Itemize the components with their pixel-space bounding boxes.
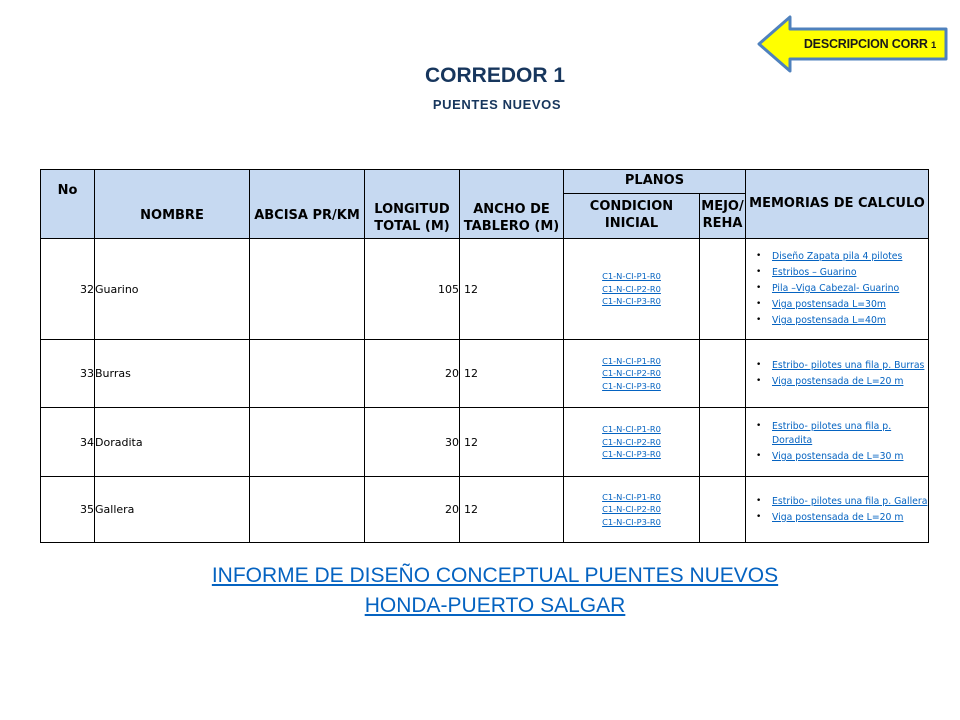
col-header-planos: PLANOS <box>564 170 746 194</box>
cell-longitud: 20 <box>365 340 460 408</box>
plano-link[interactable]: C1-N-CI-P3-R0 <box>602 516 661 527</box>
cell-mejo <box>700 408 746 477</box>
plano-link[interactable]: C1-N-CI-P3-R0 <box>602 296 661 307</box>
col-header-mejo: MEJO/ REHA <box>700 194 746 239</box>
report-link-line-1-wrap <box>0 564 960 588</box>
list-item <box>756 314 928 328</box>
report-link-line-2-wrap <box>0 594 960 618</box>
cell-nombre: Burras <box>95 340 250 408</box>
col-header-condicion: CONDICION INICIAL <box>564 194 700 239</box>
list-item <box>756 266 928 280</box>
memoria-link[interactable]: Diseño Zapata pila 4 pilotes <box>772 251 903 262</box>
list-item <box>756 282 928 296</box>
col-header-nombre: NOMBRE <box>95 170 250 239</box>
report-link-subtitle[interactable]: HONDA-PUERTO SALGAR <box>364 594 626 617</box>
cell-no: 34 <box>41 408 95 477</box>
cell-nombre: Gallera <box>95 477 250 543</box>
cell-planos <box>564 408 700 477</box>
cell-ancho: 12 <box>460 239 564 340</box>
list-item <box>756 375 928 389</box>
plano-link[interactable]: C1-N-CI-P1-R0 <box>602 271 661 282</box>
cell-planos <box>564 239 700 340</box>
col-header-no: No <box>41 170 95 239</box>
table-row <box>41 477 929 543</box>
cell-abcisa <box>250 477 365 543</box>
memoria-link[interactable]: Viga postensada L=40m <box>772 315 886 326</box>
cell-mejo <box>700 477 746 543</box>
memoria-link[interactable]: Estribo- pilotes una fila p. Burras <box>772 359 925 371</box>
plano-link[interactable]: C1-N-CI-P3-R0 <box>602 449 661 460</box>
cell-abcisa <box>250 239 365 340</box>
cell-nombre: Guarino <box>95 239 250 340</box>
memoria-link[interactable]: Viga postensada de L=20 m <box>772 375 904 387</box>
table-row <box>41 408 929 477</box>
cell-memorias <box>746 239 929 340</box>
cell-abcisa <box>250 408 365 477</box>
cell-longitud: 105 <box>365 239 460 340</box>
cell-mejo <box>700 340 746 408</box>
memoria-link[interactable]: Estribo- pilotes una fila p. Gallera <box>772 495 928 507</box>
page-title: CORREDOR 1 <box>424 64 566 87</box>
plano-link[interactable]: C1-N-CI-P1-R0 <box>602 424 661 435</box>
cell-abcisa <box>250 340 365 408</box>
cell-ancho: 12 <box>460 408 564 477</box>
cell-longitud: 20 <box>365 477 460 543</box>
col-header-abcisa: ABCISA PR/KM <box>250 170 365 239</box>
list-item <box>756 450 928 464</box>
cell-memorias <box>746 408 929 477</box>
bridges-table <box>40 169 929 543</box>
arrow-button-label: DESCRIPCION CORR 1 <box>803 37 937 51</box>
cell-ancho: 12 <box>460 477 564 543</box>
plano-link[interactable]: C1-N-CI-P2-R0 <box>602 436 661 447</box>
list-item <box>756 359 928 373</box>
list-item <box>756 511 928 525</box>
plano-link[interactable]: C1-N-CI-P1-R0 <box>602 355 661 366</box>
memoria-link[interactable]: Viga postensada de L=30 m <box>772 451 904 462</box>
cell-ancho: 12 <box>460 340 564 408</box>
plano-link[interactable]: C1-N-CI-P1-R0 <box>602 491 661 502</box>
table-row <box>41 239 929 340</box>
cell-longitud: 30 <box>365 408 460 477</box>
cell-no: 32 <box>41 239 95 340</box>
cell-memorias <box>746 340 929 408</box>
memoria-link[interactable]: Estribo- pilotes una fila p. Doradita <box>772 421 892 446</box>
list-item <box>756 420 928 448</box>
col-header-longitud: LONGITUD TOTAL (M) <box>365 170 460 239</box>
col-header-memorias: MEMORIAS DE CALCULO <box>746 170 929 239</box>
plano-link[interactable]: C1-N-CI-P3-R0 <box>602 380 661 391</box>
report-link[interactable]: INFORME DE DISEÑO CONCEPTUAL PUENTES NUEVOS <box>211 564 779 587</box>
plano-link[interactable]: C1-N-CI-P2-R0 <box>602 504 661 515</box>
list-item <box>756 250 928 264</box>
col-header-ancho: ANCHO DE TABLERO (M) <box>460 170 564 239</box>
memoria-link[interactable]: Pila –Viga Cabezal- Guarino <box>772 283 900 294</box>
memoria-link[interactable]: Viga postensada de L=20 m <box>772 511 904 523</box>
cell-nombre: Doradita <box>95 408 250 477</box>
cell-mejo <box>700 239 746 340</box>
cell-no: 33 <box>41 340 95 408</box>
list-item <box>756 495 928 509</box>
cell-no: 35 <box>41 477 95 543</box>
cell-planos <box>564 340 700 408</box>
cell-planos <box>564 477 700 543</box>
memoria-link[interactable]: Estribos – Guarino <box>772 267 857 278</box>
list-item <box>756 298 928 312</box>
page-subtitle: PUENTES NUEVOS <box>432 97 562 112</box>
table-row <box>41 340 929 408</box>
plano-link[interactable]: C1-N-CI-P2-R0 <box>602 368 661 379</box>
cell-memorias <box>746 477 929 543</box>
memoria-link[interactable]: Viga postensada L=30m <box>772 299 886 310</box>
plano-link[interactable]: C1-N-CI-P2-R0 <box>602 283 661 294</box>
